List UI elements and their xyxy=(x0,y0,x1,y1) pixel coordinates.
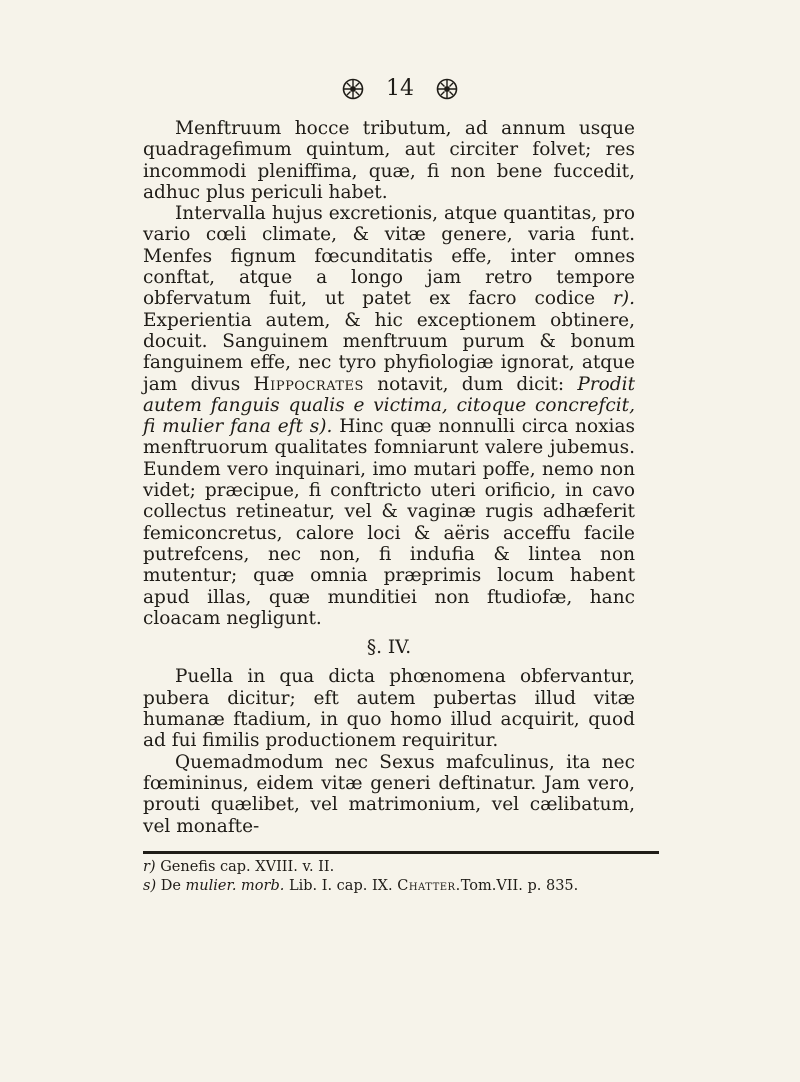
fleuron-left-icon xyxy=(342,78,364,100)
page-header xyxy=(0,78,800,100)
section-heading: §. IV. xyxy=(366,637,412,659)
footnote-s-text-c: Tom.VII. p. 835. xyxy=(460,878,579,894)
paragraph-2-part-b: Experientia autem, & hic exceptionem obtinere, docuit. Sanguinem menftruum purum & bonum fanguinem effe, nec tyro phyfiologiæ ignorat, atque jam divus xyxy=(143,309,635,395)
footnote-s-text-b: Lib. I. cap. IX. xyxy=(284,878,398,894)
paragraph-2-part-a: Intervalla hujus excretionis, atque quantitas, pro vario cœli climate, & vitæ genere, varia funt. Menfes fignum fœcunditatis effe, inter omnes conftat, atque a longo jam retro tempore obfervatum fuit, ut patet ex facro codice xyxy=(143,203,635,310)
paragraph-3: Puella in qua dicta phœnomena obfervantur, pubera dicitur; eft autem pubertas illud vitæ humanæ ftadium, in quo homo illud acquirit, quod ad fui fimilis productionem requiritur. xyxy=(143,666,635,752)
footnote-r-mark: r) xyxy=(143,859,156,875)
footnote-ref-s: s). xyxy=(309,416,333,438)
footnote-s-work: mulier. morb. xyxy=(185,878,285,894)
paragraph-2-part-c: notavit, dum dicit: xyxy=(363,373,578,395)
author-hippocrates: Hippocrates xyxy=(253,373,364,395)
paragraph-4: Quemadmodum nec Sexus mafculinus, ita nec fœmininus, eidem vitæ generi deftinatur. Jam vero, prouti quælibet, vel matrimonium, vel cælibatum, vel monafte- xyxy=(143,751,635,837)
footnote-rule xyxy=(143,851,659,854)
main-text xyxy=(143,118,635,837)
page-number: 14 xyxy=(386,76,414,101)
footnote-s-author: Chatter. xyxy=(397,878,461,894)
footnotes xyxy=(143,858,663,896)
footnote-r xyxy=(143,858,663,877)
footnote-s-text-a: De xyxy=(156,878,186,894)
hippocrates-quote: Prodit autem fanguis qualis e victima, citoque concrefcit, fi mulier fana eft xyxy=(143,373,635,438)
footnote-r-text: Genefis cap. XVIII. v. II. xyxy=(155,859,335,875)
footnote-s-mark: s) xyxy=(143,878,157,894)
fleuron-right-icon xyxy=(436,78,458,100)
footnote-ref-r: r). xyxy=(613,288,635,310)
paragraph-1: Menftruum hocce tributum, ad annum usque quadragefimum quintum, aut circiter folvet; res incommodi pleniffima, quæ, fi non bene fuccedit, adhuc plus periculi habet. xyxy=(143,118,635,203)
paragraph-2-part-d: Hinc quæ nonnulli circa noxias menftruorum qualitates fomniarunt valere jubemus. Eundem vero inquinari, imo mutari poffe, nemo non videt; præcipue, fi conftricto uteri orificio, in cavo collectus retineatur, vel & vaginæ rugis adhæferit femiconcretus, calore loci & aëris acceffu facile putrefcens, nec non, fi indufia & lintea non mutentur; quæ omnia præprimis locum habent apud illas, quæ munditiei non ftudiofæ, hanc cloacam negligunt. xyxy=(143,416,635,629)
footnote-s xyxy=(143,877,663,896)
paragraph-2 xyxy=(143,203,635,629)
